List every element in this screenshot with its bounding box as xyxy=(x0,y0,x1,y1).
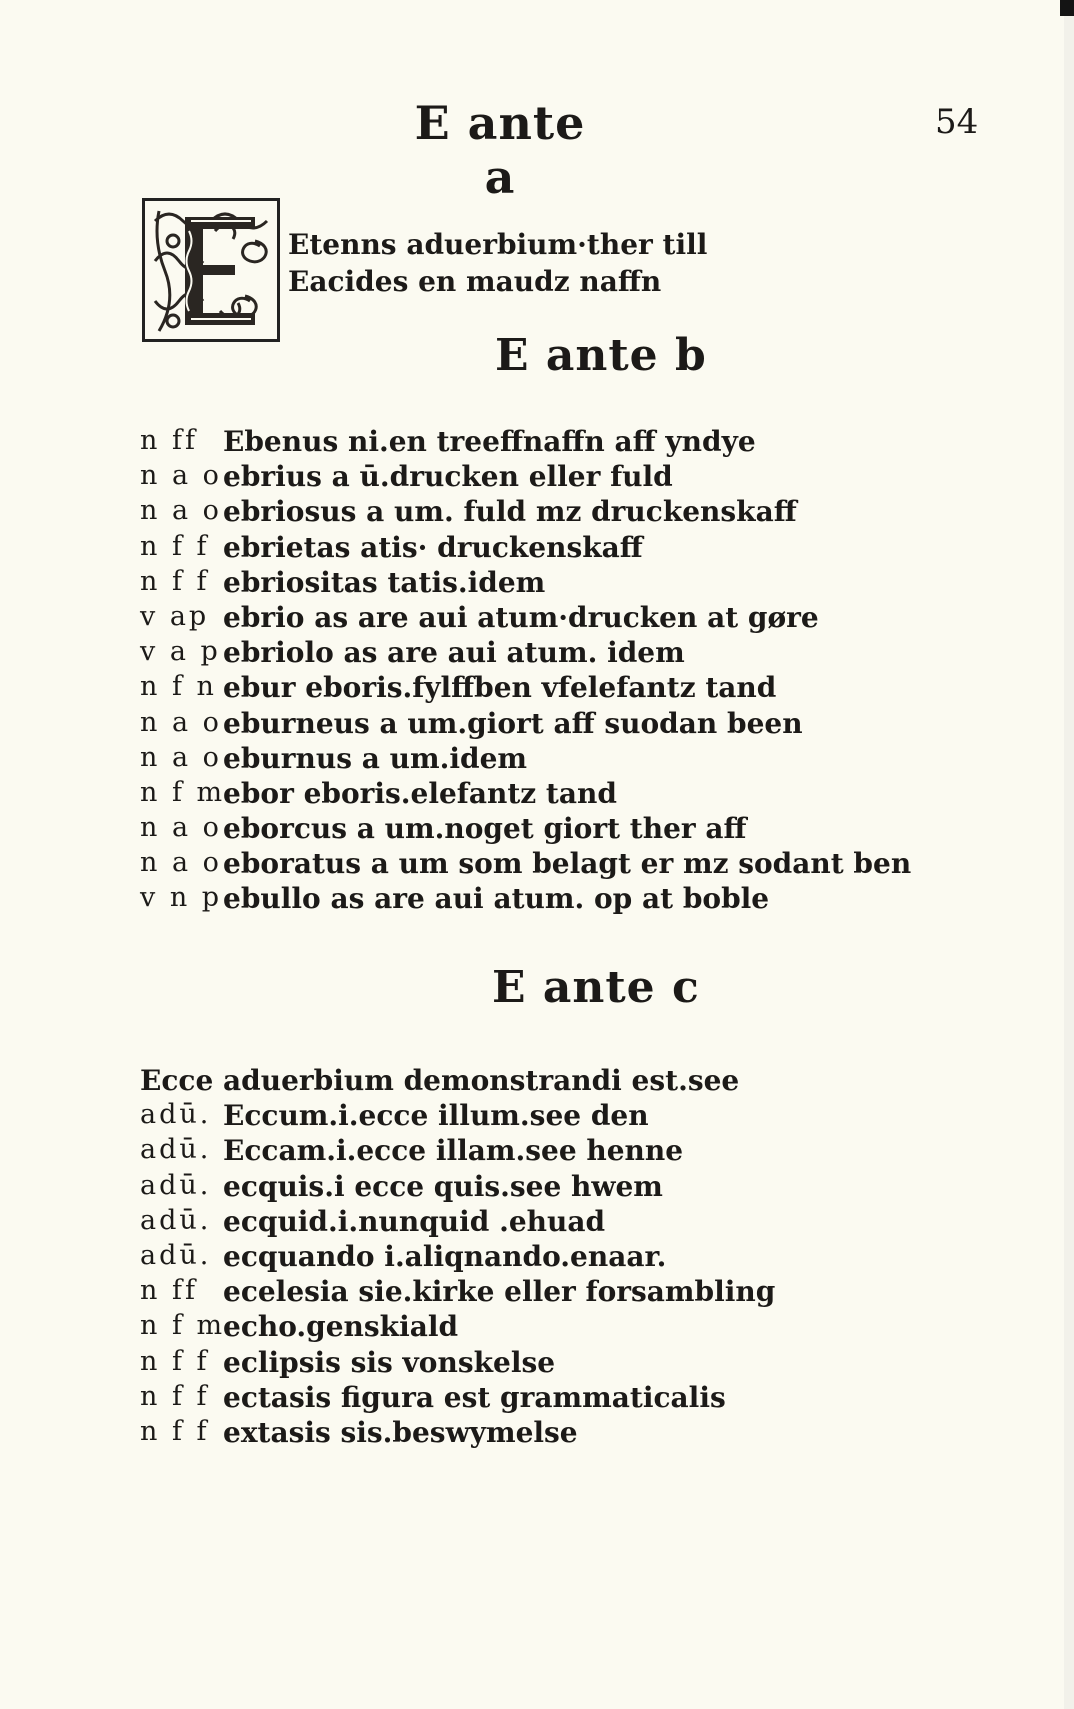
entry-text: ecelesia sie.kirke eller forsambling xyxy=(223,1275,776,1309)
ornament-icon xyxy=(145,201,277,339)
entry-text: ebriositas tatis.idem xyxy=(223,565,546,599)
entry-text: eboratus a um som belagt er mz sodant ben xyxy=(223,847,912,881)
entry-text: eburneus a um.giort aff suodan been xyxy=(223,706,803,740)
list-item xyxy=(140,812,900,847)
list-item xyxy=(140,882,900,917)
grammar-code: n f f xyxy=(140,530,210,562)
grammar-code: n f f xyxy=(140,1380,210,1412)
list-item xyxy=(140,1064,900,1099)
list-item xyxy=(140,531,900,566)
list-item xyxy=(140,1346,900,1381)
list-item xyxy=(140,742,900,777)
grammar-code: v ap xyxy=(140,600,210,632)
list-item xyxy=(140,671,900,706)
intro-line: Etenns aduerbium·ther till xyxy=(288,228,708,261)
entry-text: Ecce aduerbium demonstrandi est.see xyxy=(140,1064,740,1097)
intro-line: Eacides en maudz naffn xyxy=(288,265,662,298)
section-heading-b: E ante b xyxy=(495,330,707,381)
grammar-code: adū. xyxy=(140,1169,212,1201)
entry-text: ebriolo as are aui atum. idem xyxy=(223,636,685,670)
entry-text: eclipsis sis vonskelse xyxy=(223,1345,556,1379)
list-item xyxy=(140,707,900,742)
entry-text: Eccum.i.ecce illum.see den xyxy=(223,1099,649,1133)
entry-list-c xyxy=(140,1064,900,1451)
grammar-code: n f f xyxy=(140,1415,210,1447)
grammar-code: n ff xyxy=(140,1275,198,1307)
list-item xyxy=(140,495,900,530)
grammar-code: adū. xyxy=(140,1099,212,1131)
scan-corner-mark xyxy=(1060,0,1074,16)
entry-list-b xyxy=(140,425,912,918)
entry-text: extasis sis.beswymelse xyxy=(223,1415,578,1449)
grammar-code: v n p xyxy=(140,882,223,914)
page-edge xyxy=(1064,0,1074,1709)
section-heading-c: E ante c xyxy=(492,962,700,1013)
list-item xyxy=(140,425,900,460)
grammar-code: n a o xyxy=(140,812,222,844)
grammar-code: n f m xyxy=(140,1310,226,1342)
list-item xyxy=(140,1170,900,1205)
grammar-code: n a o xyxy=(140,495,222,527)
grammar-code: n f m xyxy=(140,776,226,808)
grammar-code: n f f xyxy=(140,1345,210,1377)
entry-text: ebriosus a um. fuld mz druckenskaff xyxy=(223,495,797,529)
page-number: 54 xyxy=(935,102,979,142)
entry-text: ebor eboris.elefantz tand xyxy=(223,776,617,810)
entry-text: Ebenus ni.en treeffnaffn aff yndye xyxy=(223,425,756,458)
grammar-code: n f f xyxy=(140,565,210,597)
list-item xyxy=(140,460,900,495)
grammar-code: adū. xyxy=(140,1239,212,1271)
list-item xyxy=(140,1099,900,1134)
entry-text: eburnus a um.idem xyxy=(223,741,528,775)
page-title: E ante a xyxy=(414,96,586,204)
list-item xyxy=(140,601,900,636)
list-item xyxy=(140,1416,900,1451)
grammar-code: adū. xyxy=(140,1134,212,1166)
decorated-initial xyxy=(142,198,280,342)
list-item xyxy=(140,636,900,671)
entry-text: ebur eboris.fylffben vfelefantz tand xyxy=(223,671,777,705)
entry-text: ebrietas atis· druckenskaff xyxy=(223,530,643,564)
list-item xyxy=(140,1310,900,1345)
grammar-code: n f n xyxy=(140,671,217,703)
grammar-code: adū. xyxy=(140,1204,212,1236)
grammar-code: n a o xyxy=(140,741,222,773)
list-item xyxy=(140,777,900,812)
list-item xyxy=(140,1134,900,1169)
list-item xyxy=(140,1275,900,1310)
entry-text: ebullo as are aui atum. op at boble xyxy=(223,882,770,916)
grammar-code: n a o xyxy=(140,847,222,879)
entry-text: ebrio as are aui atum·drucken at gøre xyxy=(223,600,819,634)
entry-text: ecquando i.aliqnando.enaar. xyxy=(223,1239,667,1273)
grammar-code: n a o xyxy=(140,460,222,492)
entry-text: echo.genskiald xyxy=(223,1310,459,1344)
entry-text: Eccam.i.ecce illam.see henne xyxy=(223,1134,684,1168)
entry-text: ecquis.i ecce quis.see hwem xyxy=(223,1169,663,1203)
list-item xyxy=(140,566,900,601)
list-item xyxy=(140,847,912,882)
list-item xyxy=(140,1381,900,1416)
list-item xyxy=(140,1240,900,1275)
grammar-code: n ff xyxy=(140,425,198,456)
entry-text: eborcus a um.noget giort ther aff xyxy=(223,812,747,846)
entry-text: ectasis figura est grammaticalis xyxy=(223,1380,726,1414)
entry-text: ecquid.i.nunquid .ehuad xyxy=(223,1204,606,1238)
grammar-code: v a p xyxy=(140,636,221,668)
entry-text: ebrius a ū.drucken eller fuld xyxy=(223,460,673,494)
grammar-code: n a o xyxy=(140,706,222,738)
list-item xyxy=(140,1205,900,1240)
